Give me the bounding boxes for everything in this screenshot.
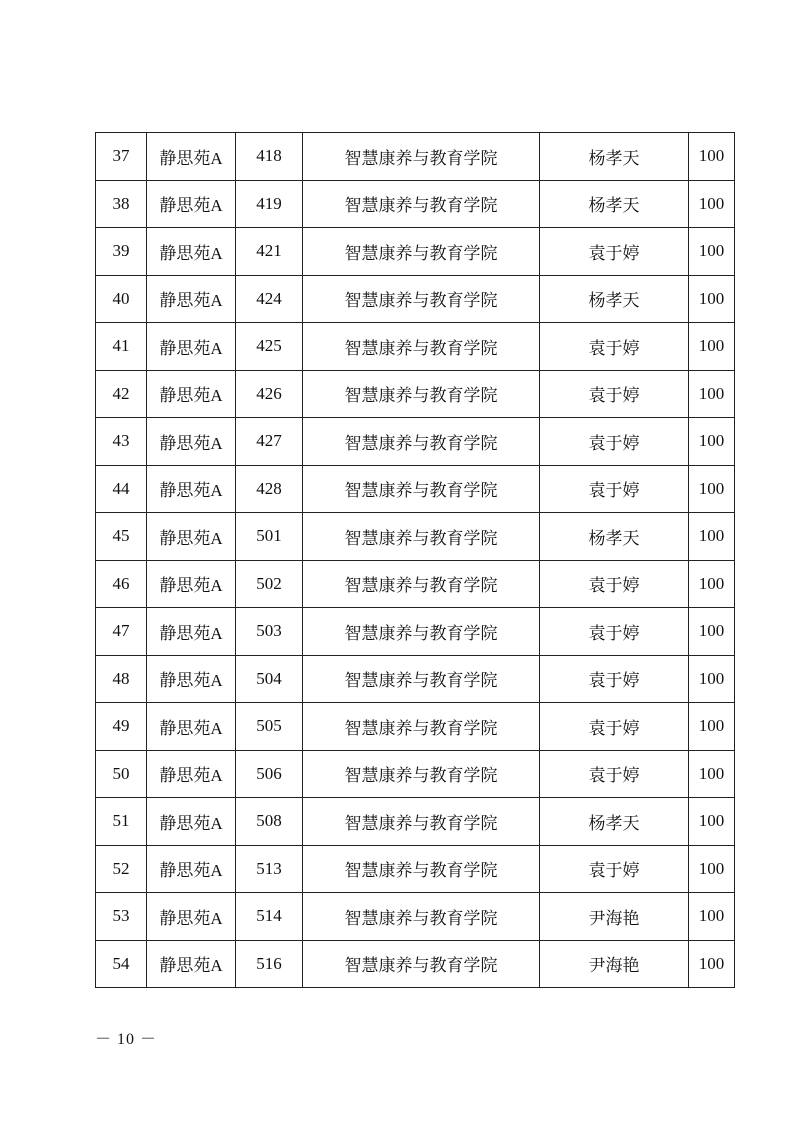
score-cell: 100 — [689, 750, 735, 798]
table-row — [96, 418, 735, 466]
score-cell: 100 — [689, 275, 735, 323]
table-row — [96, 228, 735, 276]
row-number-cell: 40 — [96, 275, 147, 323]
room-cell: 513 — [236, 845, 303, 893]
row-number-cell: 53 — [96, 893, 147, 941]
row-number-cell: 38 — [96, 180, 147, 228]
name-cell: 杨孝天 — [540, 180, 689, 228]
building-cell: 静思苑A — [147, 133, 236, 181]
building-cell: 静思苑A — [147, 608, 236, 656]
score-cell: 100 — [689, 323, 735, 371]
row-number-cell: 48 — [96, 655, 147, 703]
college-cell: 智慧康养与教育学院 — [303, 228, 540, 276]
room-cell: 516 — [236, 940, 303, 988]
score-cell: 100 — [689, 655, 735, 703]
building-cell: 静思苑A — [147, 323, 236, 371]
name-cell: 袁于婷 — [540, 655, 689, 703]
room-cell: 505 — [236, 703, 303, 751]
score-cell: 100 — [689, 465, 735, 513]
score-cell: 100 — [689, 798, 735, 846]
building-cell: 静思苑A — [147, 845, 236, 893]
row-number-cell: 45 — [96, 513, 147, 561]
score-cell: 100 — [689, 608, 735, 656]
score-cell: 100 — [689, 418, 735, 466]
row-number-cell: 43 — [96, 418, 147, 466]
score-cell: 100 — [689, 133, 735, 181]
row-number-cell: 49 — [96, 703, 147, 751]
row-number-cell: 37 — [96, 133, 147, 181]
room-cell: 501 — [236, 513, 303, 561]
college-cell: 智慧康养与教育学院 — [303, 418, 540, 466]
table-row — [96, 845, 735, 893]
college-cell: 智慧康养与教育学院 — [303, 845, 540, 893]
name-cell: 杨孝天 — [540, 275, 689, 323]
score-cell: 100 — [689, 513, 735, 561]
table-row — [96, 560, 735, 608]
table-row — [96, 703, 735, 751]
building-cell: 静思苑A — [147, 703, 236, 751]
row-number-cell: 41 — [96, 323, 147, 371]
building-cell: 静思苑A — [147, 798, 236, 846]
row-number-cell: 39 — [96, 228, 147, 276]
table-row — [96, 940, 735, 988]
table-body — [96, 133, 735, 988]
building-cell: 静思苑A — [147, 275, 236, 323]
name-cell: 袁于婷 — [540, 750, 689, 798]
room-cell: 428 — [236, 465, 303, 513]
room-cell: 424 — [236, 275, 303, 323]
score-cell: 100 — [689, 893, 735, 941]
name-cell: 袁于婷 — [540, 370, 689, 418]
row-number-cell: 42 — [96, 370, 147, 418]
room-cell: 426 — [236, 370, 303, 418]
table-row — [96, 275, 735, 323]
table-row — [96, 133, 735, 181]
score-cell: 100 — [689, 370, 735, 418]
score-cell: 100 — [689, 228, 735, 276]
college-cell: 智慧康养与教育学院 — [303, 608, 540, 656]
room-cell: 504 — [236, 655, 303, 703]
college-cell: 智慧康养与教育学院 — [303, 465, 540, 513]
college-cell: 智慧康养与教育学院 — [303, 323, 540, 371]
building-cell: 静思苑A — [147, 893, 236, 941]
building-cell: 静思苑A — [147, 370, 236, 418]
name-cell: 袁于婷 — [540, 703, 689, 751]
row-number-cell: 44 — [96, 465, 147, 513]
college-cell: 智慧康养与教育学院 — [303, 703, 540, 751]
table-row — [96, 323, 735, 371]
room-cell: 502 — [236, 560, 303, 608]
room-cell: 421 — [236, 228, 303, 276]
table-row — [96, 893, 735, 941]
table-row — [96, 655, 735, 703]
name-cell: 尹海艳 — [540, 893, 689, 941]
room-cell: 508 — [236, 798, 303, 846]
room-cell: 427 — [236, 418, 303, 466]
college-cell: 智慧康养与教育学院 — [303, 513, 540, 561]
building-cell: 静思苑A — [147, 560, 236, 608]
college-cell: 智慧康养与教育学院 — [303, 655, 540, 703]
score-cell: 100 — [689, 560, 735, 608]
score-cell: 100 — [689, 940, 735, 988]
room-cell: 503 — [236, 608, 303, 656]
name-cell: 袁于婷 — [540, 845, 689, 893]
college-cell: 智慧康养与教育学院 — [303, 133, 540, 181]
name-cell: 袁于婷 — [540, 418, 689, 466]
name-cell: 杨孝天 — [540, 798, 689, 846]
dormitory-score-table — [95, 132, 735, 988]
room-cell: 514 — [236, 893, 303, 941]
college-cell: 智慧康养与教育学院 — [303, 370, 540, 418]
college-cell: 智慧康养与教育学院 — [303, 180, 540, 228]
name-cell: 袁于婷 — [540, 608, 689, 656]
college-cell: 智慧康养与教育学院 — [303, 560, 540, 608]
room-cell: 419 — [236, 180, 303, 228]
name-cell: 袁于婷 — [540, 323, 689, 371]
building-cell: 静思苑A — [147, 180, 236, 228]
name-cell: 袁于婷 — [540, 228, 689, 276]
college-cell: 智慧康养与教育学院 — [303, 275, 540, 323]
row-number-cell: 52 — [96, 845, 147, 893]
table-row — [96, 608, 735, 656]
name-cell: 袁于婷 — [540, 465, 689, 513]
row-number-cell: 54 — [96, 940, 147, 988]
building-cell: 静思苑A — [147, 465, 236, 513]
page-number: － 10 － — [95, 1031, 158, 1048]
table-row — [96, 750, 735, 798]
name-cell: 杨孝天 — [540, 513, 689, 561]
building-cell: 静思苑A — [147, 228, 236, 276]
table-row — [96, 798, 735, 846]
score-cell: 100 — [689, 703, 735, 751]
building-cell: 静思苑A — [147, 655, 236, 703]
row-number-cell: 50 — [96, 750, 147, 798]
table-row — [96, 513, 735, 561]
name-cell: 袁于婷 — [540, 560, 689, 608]
name-cell: 杨孝天 — [540, 133, 689, 181]
score-cell: 100 — [689, 180, 735, 228]
room-cell: 506 — [236, 750, 303, 798]
row-number-cell: 47 — [96, 608, 147, 656]
college-cell: 智慧康养与教育学院 — [303, 798, 540, 846]
building-cell: 静思苑A — [147, 750, 236, 798]
score-cell: 100 — [689, 845, 735, 893]
table-row — [96, 465, 735, 513]
college-cell: 智慧康养与教育学院 — [303, 750, 540, 798]
college-cell: 智慧康养与教育学院 — [303, 893, 540, 941]
row-number-cell: 46 — [96, 560, 147, 608]
room-cell: 425 — [236, 323, 303, 371]
table-row — [96, 180, 735, 228]
name-cell: 尹海艳 — [540, 940, 689, 988]
table-row — [96, 370, 735, 418]
building-cell: 静思苑A — [147, 418, 236, 466]
row-number-cell: 51 — [96, 798, 147, 846]
building-cell: 静思苑A — [147, 513, 236, 561]
room-cell: 418 — [236, 133, 303, 181]
building-cell: 静思苑A — [147, 940, 236, 988]
college-cell: 智慧康养与教育学院 — [303, 940, 540, 988]
